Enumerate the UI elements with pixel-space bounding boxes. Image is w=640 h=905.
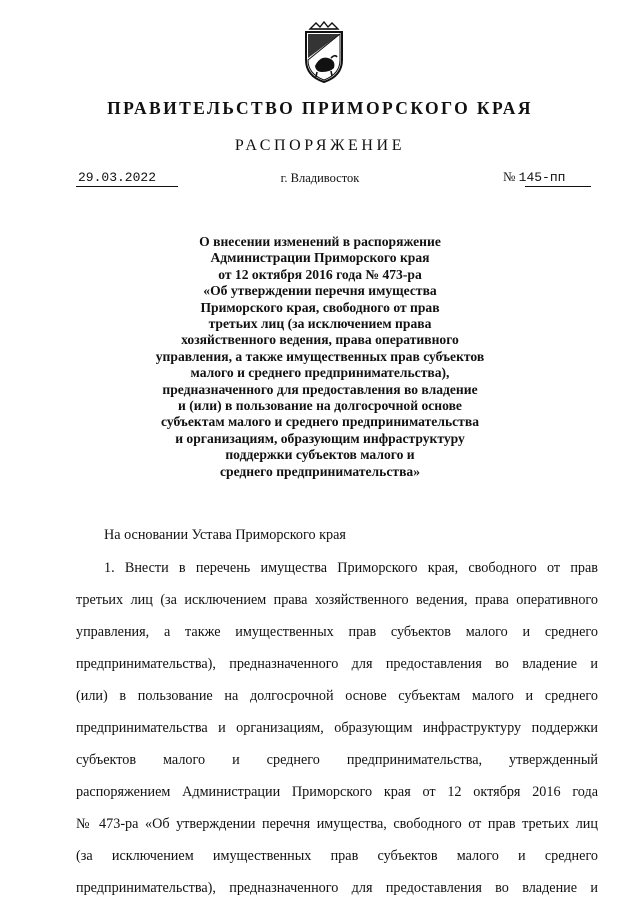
document-number xyxy=(503,169,565,185)
number-prefix: № xyxy=(503,169,516,184)
heading-line: и (или) в пользование на долгосрочной основе xyxy=(178,398,462,414)
body-line: предпринимательства), предназначенного для предоставления во владение и xyxy=(76,880,598,896)
heading-line: Администрации Приморского края xyxy=(210,250,430,266)
heading-line: управления, а также имущественных прав субъектов xyxy=(155,348,485,364)
heading-line: от 12 октября 2016 года № 473-ра xyxy=(218,266,422,282)
body-line: распоряжением Администрации Приморского края от 12 октября 2016 года xyxy=(76,784,598,800)
number-underline xyxy=(525,186,591,187)
body-line: (или) в пользование на долгосрочной основе субъектам малого и среднего xyxy=(76,688,598,704)
government-title: ПРАВИТЕЛЬСТВО ПРИМОРСКОГО КРАЯ xyxy=(107,98,533,118)
heading-line: субъектам малого и среднего предпринимательства xyxy=(160,414,479,430)
document-date: 29.03.2022 xyxy=(78,170,157,185)
heading-line: и организациям, образующим инфраструктуру xyxy=(175,430,465,446)
document-heading xyxy=(120,234,520,480)
heading-line: третьих лиц (за исключением права xyxy=(208,316,432,332)
heading-line: поддержки субъектов малого и xyxy=(225,447,415,463)
heading-line: предназначенного для предоставления во владение xyxy=(162,381,478,397)
body-line: предпринимательства и организациям, образующим инфраструктуру поддержки xyxy=(76,720,598,736)
heading-line: хозяйственного ведения, права оперативного xyxy=(181,332,459,348)
body-line: (за исключением имущественных прав субъектов малого и среднего xyxy=(76,848,598,864)
body-line: управления, а также имущественных прав субъектов малого и среднего xyxy=(76,624,598,640)
coat-of-arms-icon xyxy=(298,20,350,86)
body-line: 1. Внести в перечень имущества Приморского края, свободного от прав xyxy=(104,560,598,576)
body-line: предпринимательства), предназначенного для предоставления во владение и xyxy=(76,656,598,672)
document-city: г. Владивосток xyxy=(280,171,360,185)
body-line: На основании Устава Приморского края xyxy=(104,527,346,543)
body-line: третьих лиц (за исключением права хозяйственного ведения, права оперативного xyxy=(76,592,598,608)
heading-line: Приморского края, свободного от прав xyxy=(200,299,440,315)
heading-line: среднего предпринимательства» xyxy=(219,463,421,479)
document-type: РАСПОРЯЖЕНИЕ xyxy=(234,137,406,154)
heading-line: малого и среднего предпринимательства), xyxy=(190,365,450,381)
heading-line: «Об утверждении перечня имущества xyxy=(203,283,437,299)
date-underline xyxy=(76,186,178,187)
heading-line: О внесении изменений в распоряжение xyxy=(199,234,441,249)
number-value: 145-пп xyxy=(518,170,566,185)
body-line: субъектов малого и среднего предпринимательства, утвержденный xyxy=(76,752,598,768)
body-line: № 473-ра «Об утверждении перечня имущества, свободного от прав третьих лиц xyxy=(76,816,598,832)
